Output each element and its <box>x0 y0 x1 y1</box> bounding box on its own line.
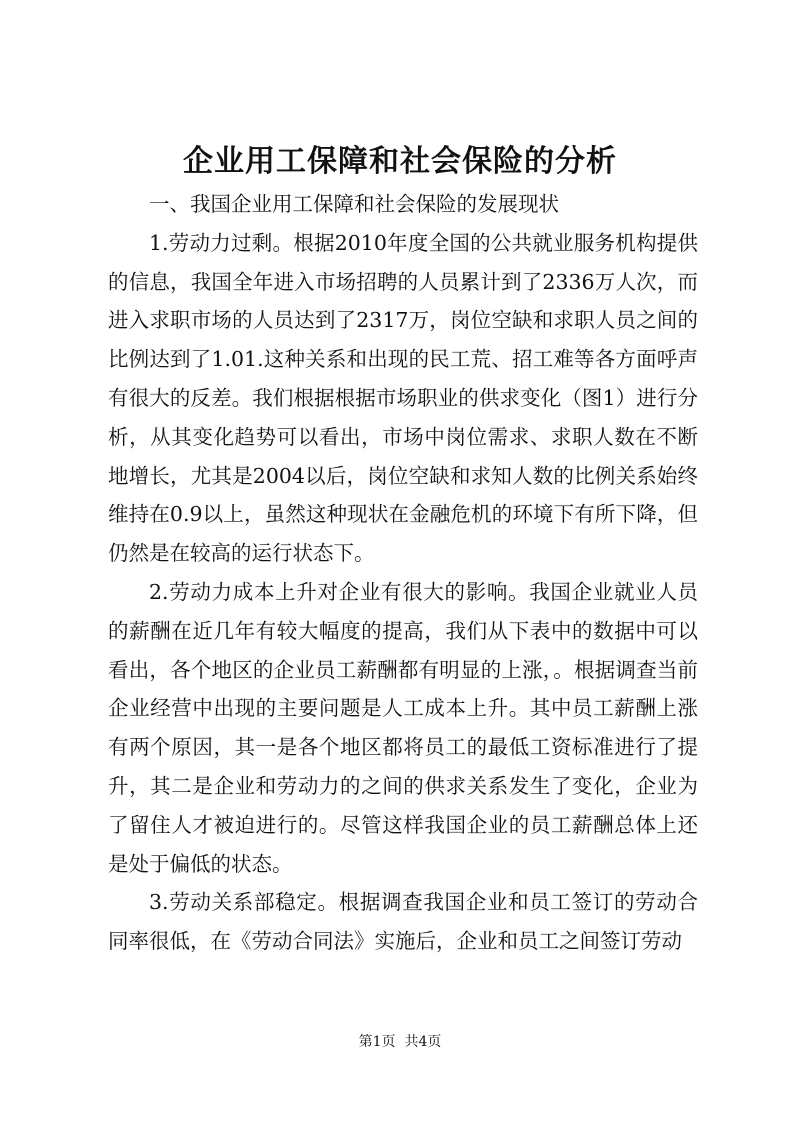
document-title: 企业用工保障和社会保险的分析 <box>183 144 617 179</box>
section-heading: 一、我国企业用工保障和社会保险的发展现状 <box>149 192 559 216</box>
page-number: 第1页 共4页 <box>358 1034 442 1050</box>
paragraph-3: 3.劳动关系部稳定。根据调查我国企业和员工签订的劳动合同率很低，在《劳动合同法》实施后，企业和员工之间签订劳动 <box>108 890 698 954</box>
paragraph-1: 1.劳动力过剩。根据2010年度全国的公共就业服务机构提供的信息，我国全年进入市场招聘的人员累计到了2336万人次，而进入求职市场的人员达到了2317万，岗位空缺和求职人员之间的比例达到了1.01.这种关系和出现的民工荒、招工难等各方面呼声有很大的反差。我们根据根据市场职业的供求变化（图1）进行分析，从其变化趋势可以看出，市场中岗位需求、求职人数在不断地增长，尤其是2004以后，岗位空缺和求知人数的比例关系始终维持在0.9以上，虽然这种现状在金融危机的环境下有所下降，但仍然是在较高的运行状态下。 <box>108 230 698 566</box>
document-body <box>108 185 698 961</box>
page-footer <box>0 1032 800 1052</box>
paragraph-2: 2.劳动力成本上升对企业有很大的影响。我国企业就业人员的薪酬在近几年有较大幅度的提高，我们从下表中的数据中可以看出，各个地区的企业员工薪酬都有明显的上涨，。根据调查当前企业经营中出现的主要问题是人工成本上升。其中员工薪酬上涨有两个原因，其一是各个地区都将员工的最低工资标准进行了提升，其二是企业和劳动力的之间的供求关系发生了变化，企业为了留住人才被迫进行的。尽管这样我国企业的员工薪酬总体上还是处于偏低的状态。 <box>108 579 698 876</box>
